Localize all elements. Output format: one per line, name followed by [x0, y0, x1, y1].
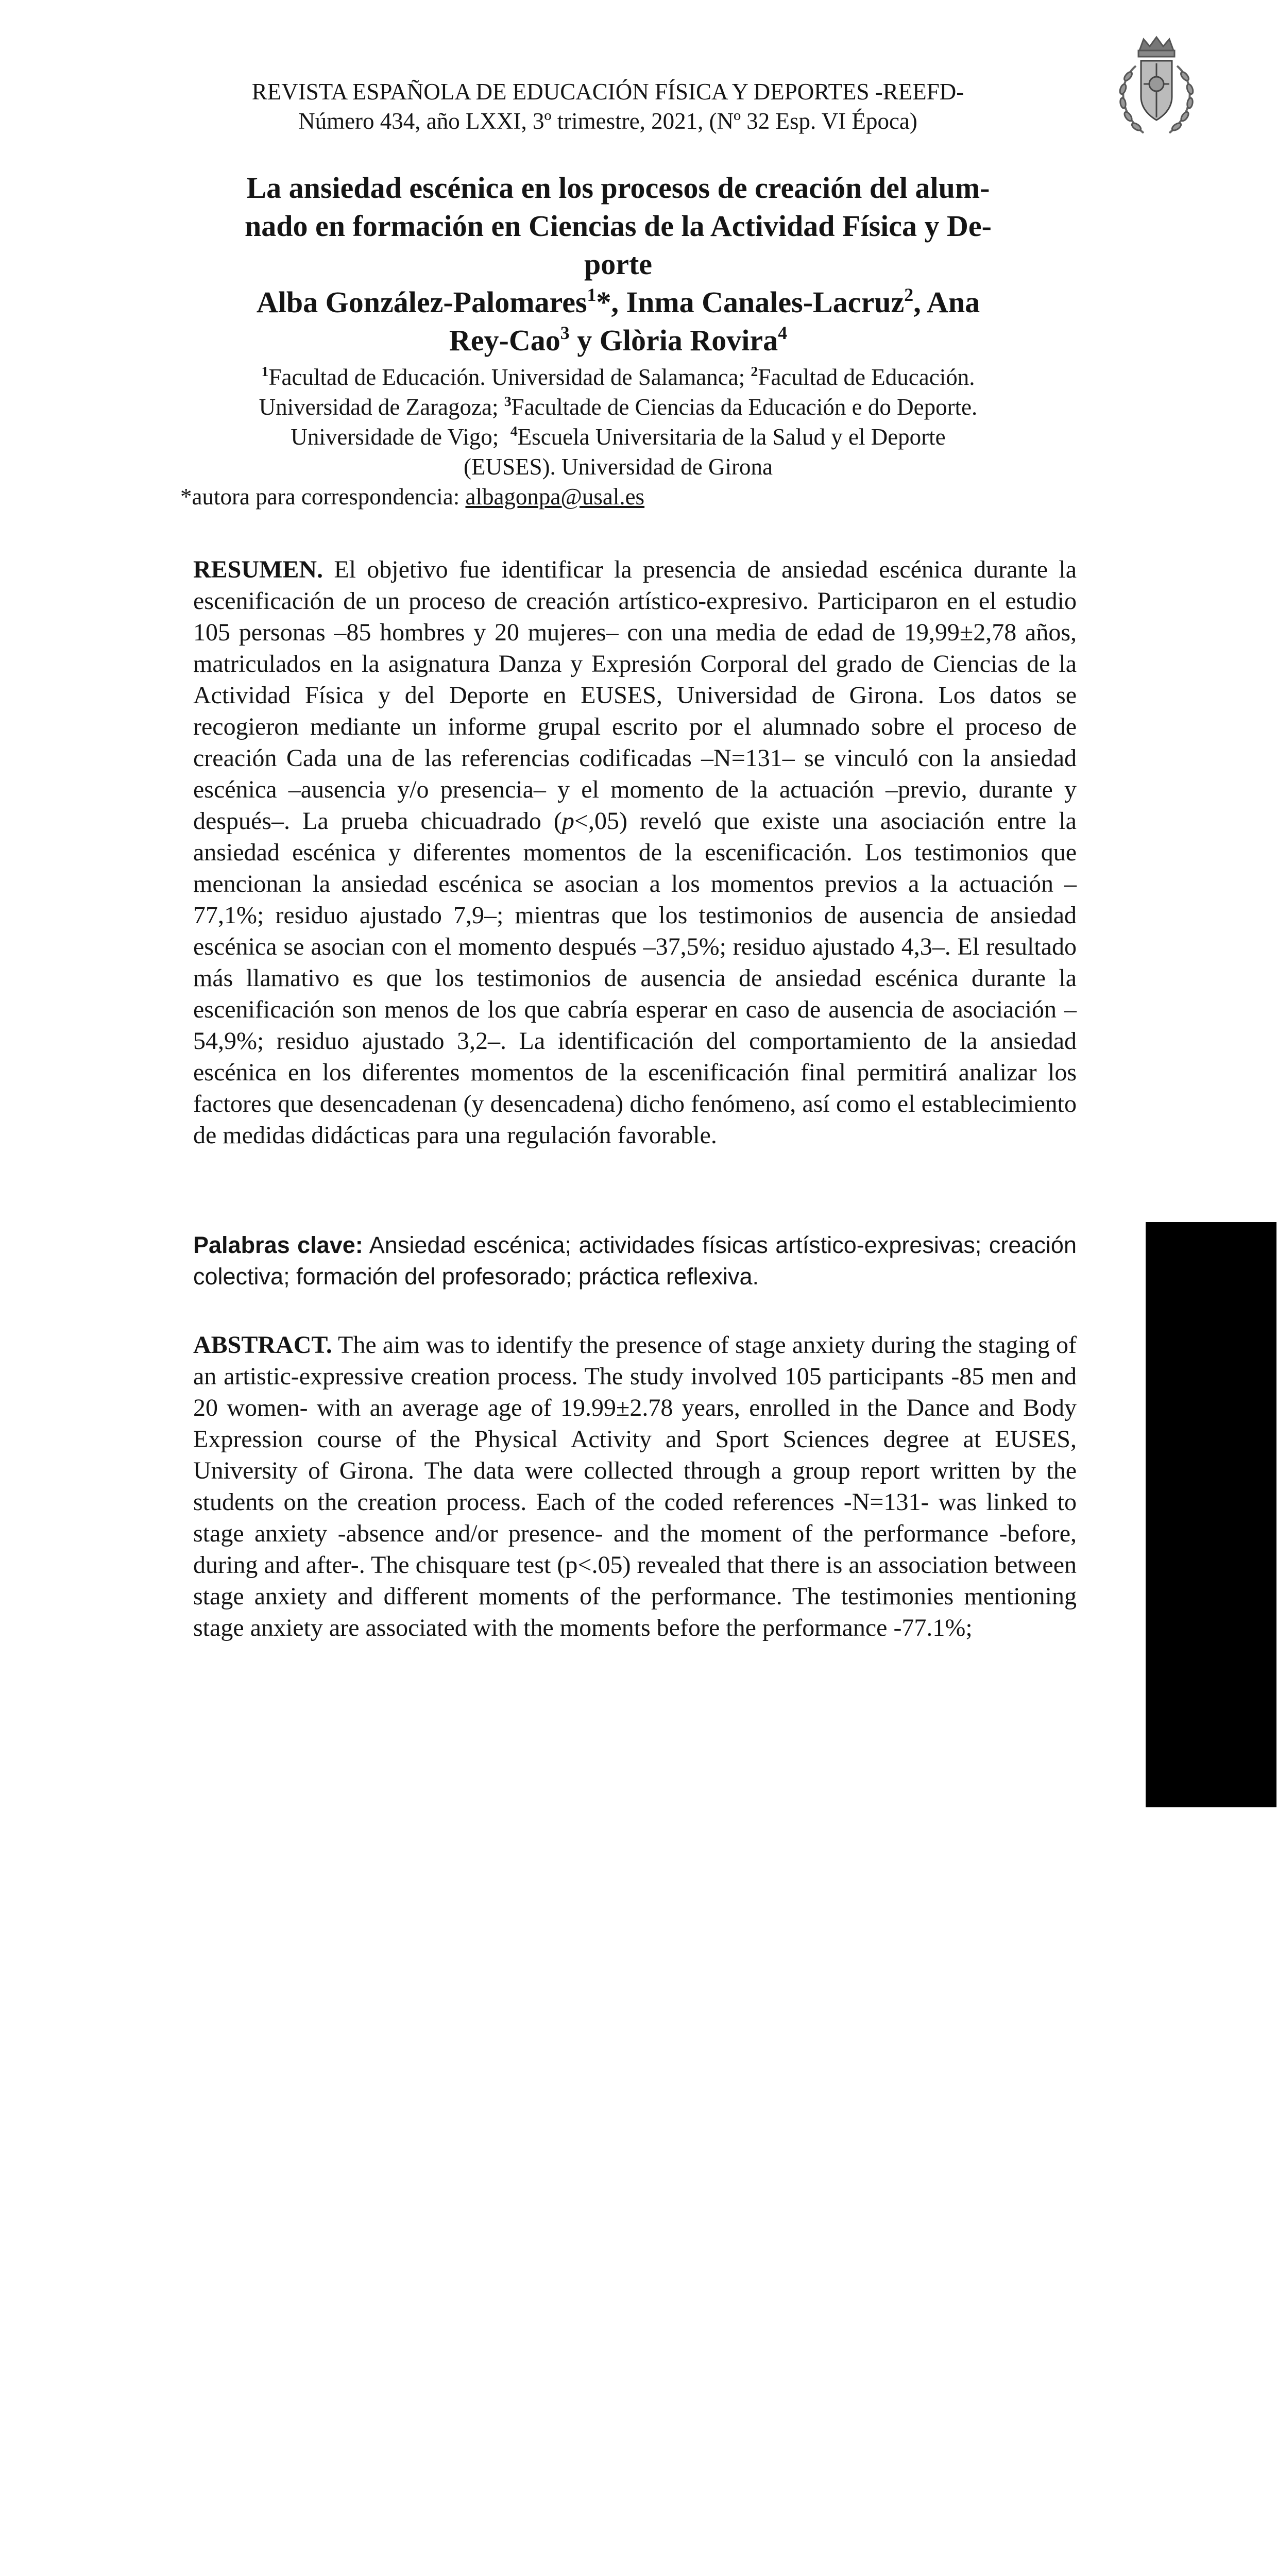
keywords-paragraph	[193, 1229, 1077, 1292]
abstract-text: The aim was to identify the presence of stage anxiety during the staging of an artistic-expressive creation process. The study involved 105 participants -85 men and 20 women- with an average age of 19.99±2.78 years, enrolled in the Dance and Body Expression course of the Physical Activity and Sport Sciences degree at EUSES, University of Girona. The data were collected through a group report written by the students on the creation process. Each of the coded references -N=131- was linked to stage anxiety -absence and/or presence- and the moment of the performance -before, during and after-. The chisquare test (p<.05) revealed that there is an association between stage anxiety and different moments of the performance. The testimonies mentioning stage anxiety are associated with the moments before the performance -77.1%;	[193, 1331, 1077, 1641]
author-name: y Glòria Rovira	[569, 324, 778, 357]
title-line: nado en formación en Ciencias de la Actividad Física y De-	[245, 209, 992, 243]
correspondence-label: *autora para correspondencia:	[180, 484, 466, 510]
affiliation-line: (EUSES). Universidad de Girona	[464, 454, 773, 480]
affiliation-text: Facultad de Educación.	[758, 364, 975, 390]
author-affiliation-marker: 3	[560, 322, 570, 343]
author-name: Inma Canales-Lacruz	[619, 285, 905, 319]
author-line	[180, 321, 1056, 360]
resumen-text: El objetivo fue identificar la presencia de ansiedad escénica durante la escenificación de un proceso de creación artístico-expresivo. Participaron en el estudio 105 personas –85 hombres y 20 mujeres– con una media de edad de 19,99±2,78 años, matriculados en la asignatura Danza y Expresión Corporal del grado de Ciencias de la Actividad Física y del Deporte en EUSES, Universidad de Girona. Los datos se recogieron mediante un informe grupal escrito por el alumnado sobre el proceso de creación Cada una de las referencias codificadas –N=131– se vinculó con la ansiedad escénica –ausencia y/o presencia– y el momento de la actuación –previo, durante y después–. La prueba chicuadrado (	[193, 556, 1077, 835]
author-name: Rey-Cao	[449, 324, 560, 357]
journal-header	[170, 77, 1046, 136]
author-affiliation-marker: 2	[904, 284, 914, 305]
issue-info: Número 434, año LXXI, 3º trimestre, 2021, (Nº 32 Esp. VI Época)	[298, 108, 917, 134]
correspondence-email-link[interactable]: albagonpa@usal.es	[465, 484, 645, 510]
affiliation-text: Facultad de Educación. Universidad de Salamanca;	[268, 364, 751, 390]
affiliation-text: Universidade de Vigo;	[291, 424, 510, 450]
p-value-symbol: p	[561, 807, 574, 835]
author-affiliation-marker: 1	[587, 284, 597, 305]
affiliation-number: 2	[751, 363, 758, 380]
affiliation-text: Universidad de Zaragoza;	[259, 394, 504, 420]
affiliation-text: Facultade de Ciencias da Educación e do Deporte.	[511, 394, 978, 420]
keywords-text: Ansiedad escénica; actividades físicas artístico-expresivas; creación colectiva; formación del profesorado; práctica reflexiva.	[193, 1232, 1077, 1290]
journal-crest-icon	[1108, 35, 1205, 143]
affiliation-line	[180, 392, 1056, 422]
author-separator: , Ana	[913, 285, 980, 319]
abstract-label: ABSTRACT.	[193, 1331, 332, 1359]
resumen-text-continued: <,05) reveló que existe una asociación entre la ansiedad escénica y diferentes momentos de la escenificación. Los testimonios que mencionan la ansiedad escénica se asocian a los momentos previos a la actuación –77,1%; residuo ajustado 7,9–; mientras que los testimonios de ausencia de ansiedad escénica se asocian con el momento después –37,5%; residuo ajustado 4,3–. El resultado más llamativo es que los testimonios de ausencia de ansiedad escénica durante la escenificación son menos de los que cabría esperar en caso de ausencia de asociación –54,9%; residuo ajustado 3,2–. La identificación del comportamiento de la ansiedad escénica en los diferentes momentos de la escenificación final permitirá analizar los factores que desencadenan (y desencadena) dicho fenómeno, así como el establecimiento de medidas didácticas para una regulación favorable.	[193, 807, 1077, 1149]
author-affiliation-marker: 4	[778, 322, 788, 343]
affiliation-line	[180, 362, 1056, 392]
affiliation-line	[180, 422, 1056, 452]
title-line: La ansiedad escénica en los procesos de creación del alum-	[246, 171, 990, 205]
title-line: porte	[584, 247, 653, 281]
affiliation-text: Escuela Universitaria de la Salud y el Deporte	[517, 424, 946, 450]
affiliations	[180, 362, 1056, 512]
article-title-block	[180, 169, 1056, 360]
affiliation-number: 3	[504, 393, 512, 410]
keywords-label: Palabras clave:	[193, 1232, 363, 1258]
author-name: Alba González-Palomares	[256, 285, 587, 319]
journal-name: REVISTA ESPAÑOLA DE EDUCACIÓN FÍSICA Y DEPORTES -REEFD-	[251, 79, 964, 105]
resumen-paragraph	[193, 554, 1077, 1151]
page-number-tab	[1146, 1222, 1276, 1807]
correspondence-line	[180, 482, 1056, 512]
author-list	[180, 283, 1056, 360]
article-title	[180, 169, 1056, 283]
corresponding-author-marker: *,	[596, 285, 619, 319]
resumen-label: RESUMEN.	[193, 556, 323, 583]
author-line	[180, 283, 1056, 321]
affiliation-number: 1	[261, 363, 269, 380]
abstract-paragraph	[193, 1329, 1077, 1643]
affiliation-number: 4	[510, 423, 518, 439]
